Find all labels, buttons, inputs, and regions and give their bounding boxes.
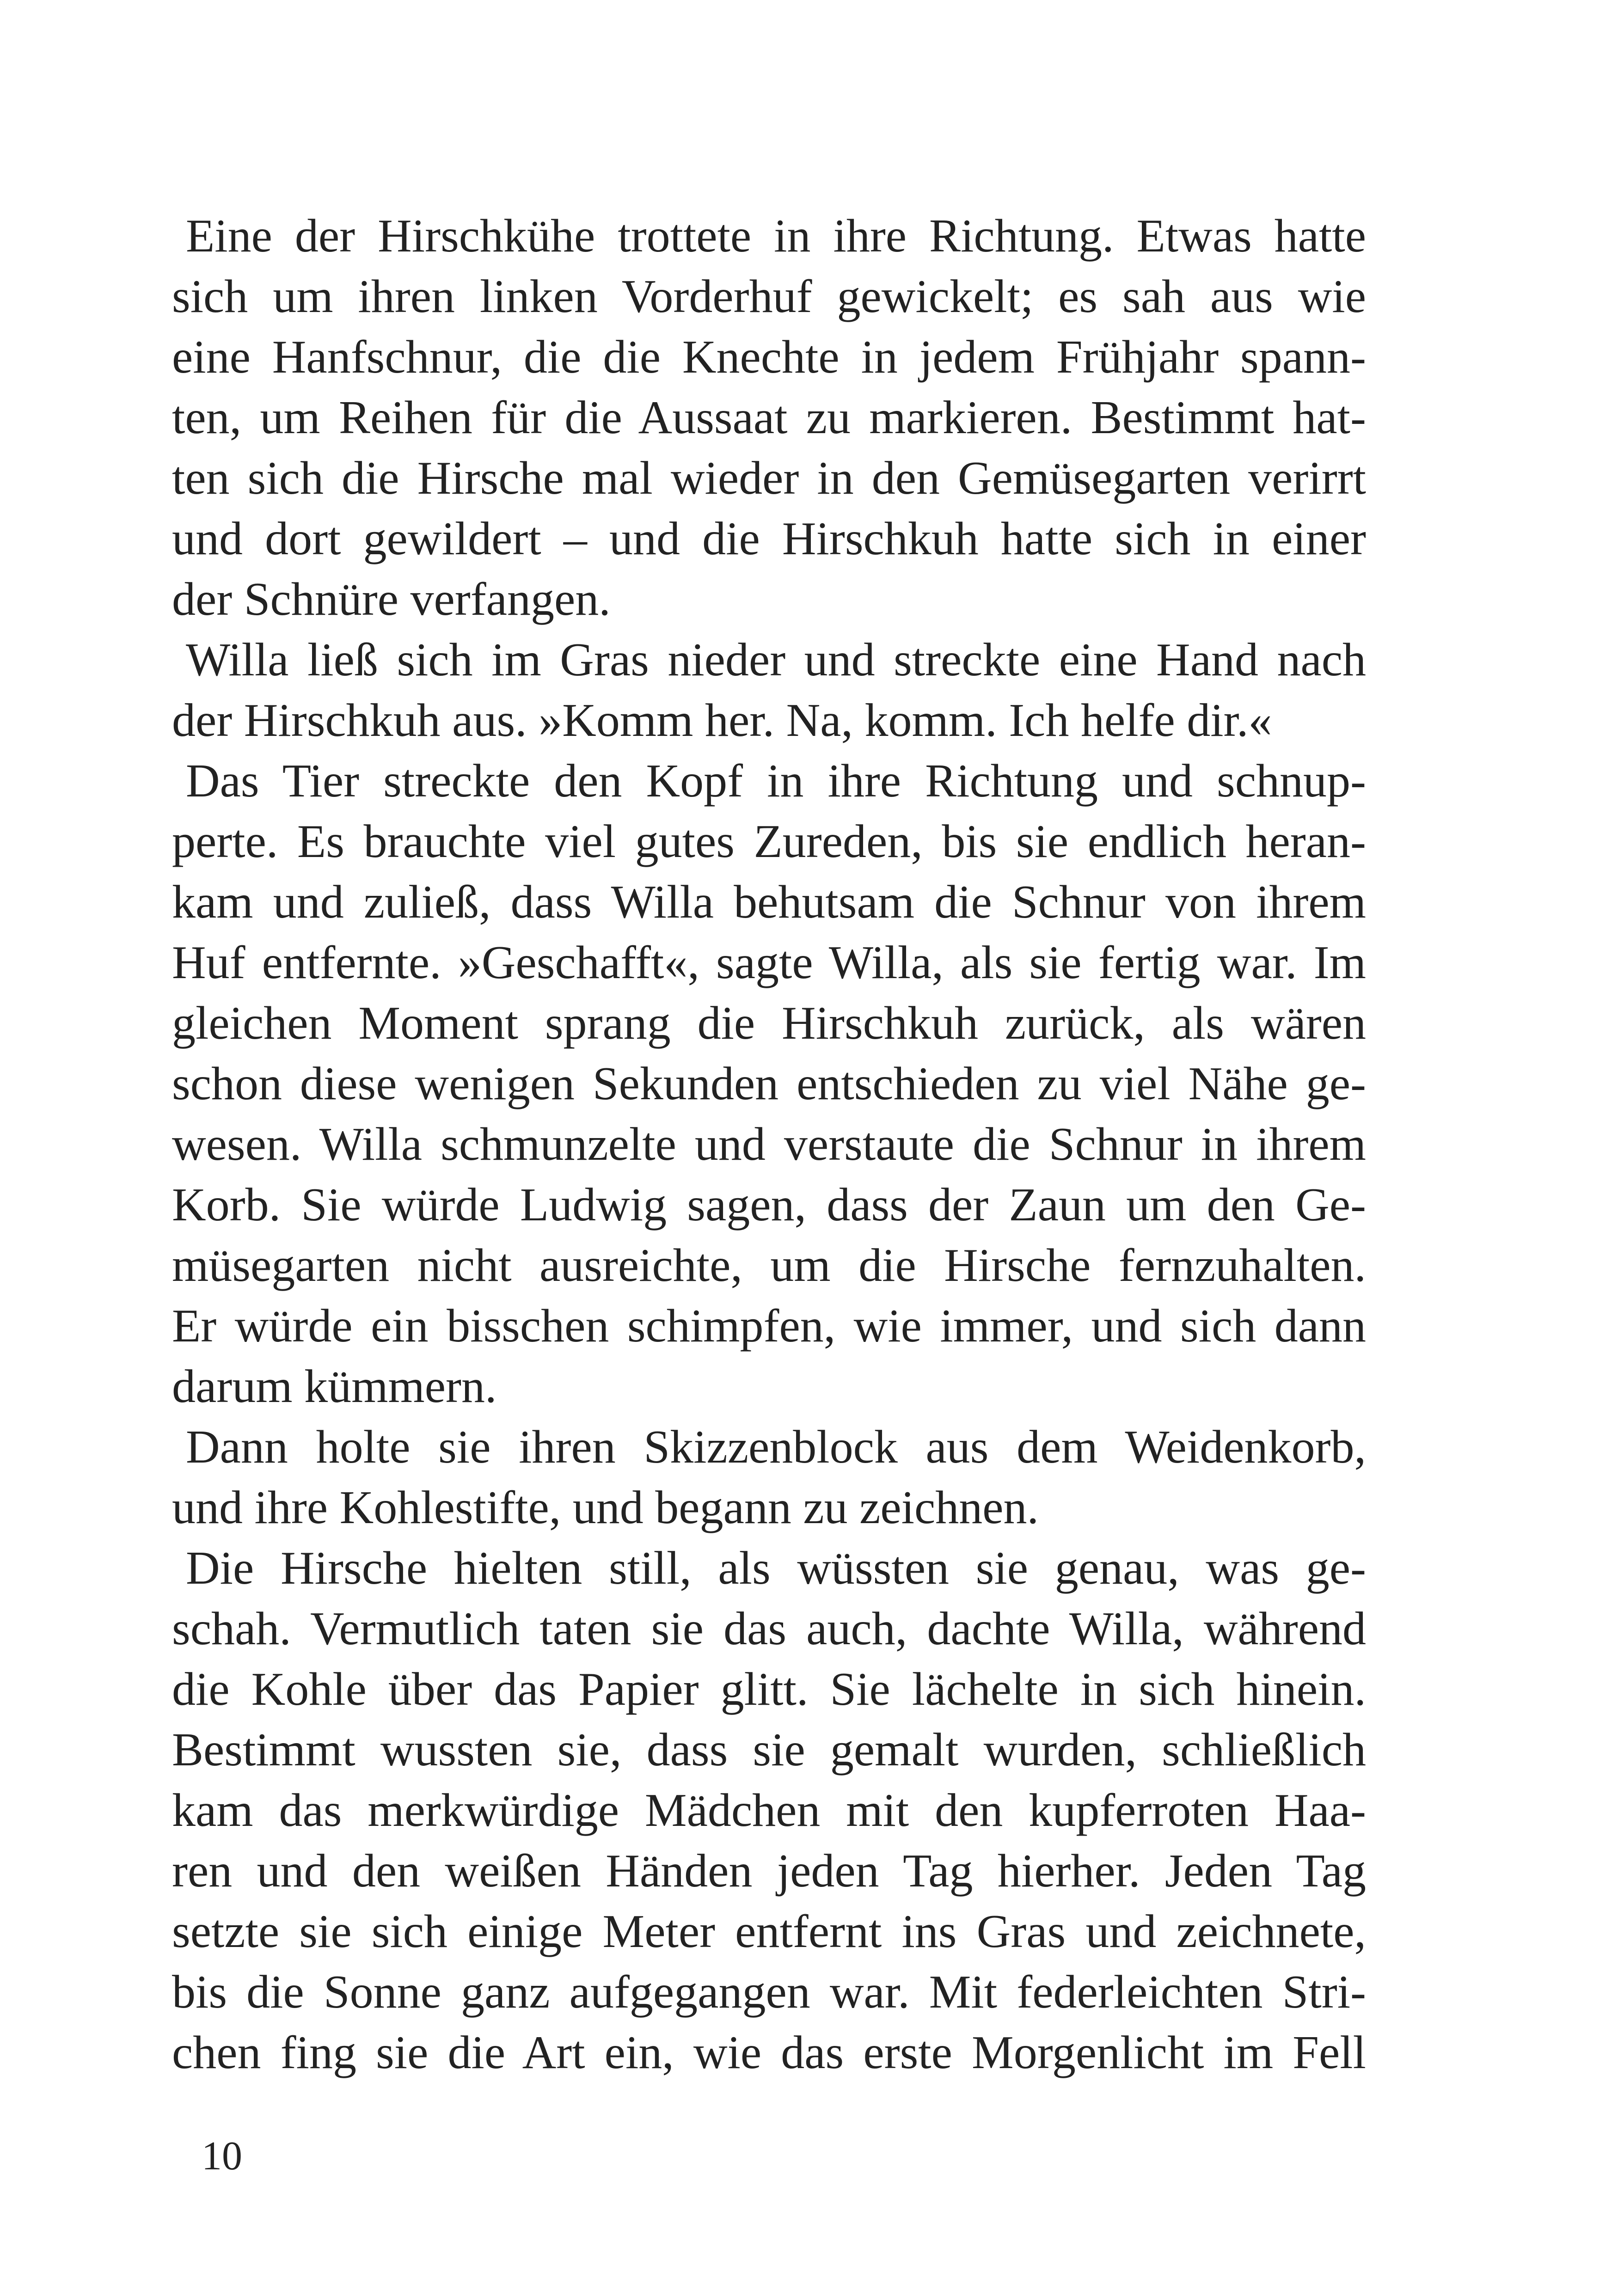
text-line: ten, um Reihen für die Aussaat zu markieren. Bestimmt hat-: [172, 392, 1366, 444]
text-line: eine Hanfschnur, die die Knechte in jedem Frühjahr spann-: [172, 331, 1366, 383]
text-line: Huf entfernte. »Geschafft«, sagte Willa, als sie fertig war. Im: [172, 937, 1366, 989]
text-line: müsegarten nicht ausreichte, um die Hirsche fernzuhalten.: [172, 1239, 1366, 1292]
text-line: Die Hirsche hielten still, als wüssten sie genau, was ge-: [186, 1542, 1366, 1594]
text-line: darum kümmern.: [172, 1360, 497, 1413]
page-number: 10: [202, 2134, 242, 2179]
text-line: ten sich die Hirsche mal wieder in den Gemüsegarten verirrt: [172, 452, 1366, 504]
text-line: und dort gewildert – und die Hirschkuh hatte sich in einer: [172, 513, 1366, 565]
text-line: setzte sie sich einige Meter entfernt ins Gras und zeichnete,: [172, 1905, 1366, 1958]
paragraph: [172, 751, 1366, 1417]
text-line: Er würde ein bisschen schimpfen, wie immer, und sich dann: [172, 1300, 1366, 1352]
text-line: ren und den weißen Händen jeden Tag hierher. Jeden Tag: [172, 1845, 1366, 1897]
text-line: schah. Vermutlich taten sie das auch, dachte Willa, während: [172, 1603, 1366, 1655]
text-line: Willa ließ sich im Gras nieder und streckte eine Hand nach: [186, 634, 1366, 686]
text-line: schon diese wenigen Sekunden entschieden zu viel Nähe ge-: [172, 1058, 1366, 1110]
text-line: Korb. Sie würde Ludwig sagen, dass der Zaun um den Ge-: [172, 1179, 1366, 1231]
paragraph: [172, 206, 1366, 630]
paragraph: [172, 1538, 1366, 2083]
text-line: der Hirschkuh aus. »Komm her. Na, komm. Ich helfe dir.«: [172, 694, 1272, 747]
paragraph: [172, 630, 1366, 751]
text-line: sich um ihren linken Vorderhuf gewickelt; es sah aus wie: [172, 270, 1366, 323]
text-line: Das Tier streckte den Kopf in ihre Richtung und schnup-: [186, 755, 1366, 807]
paragraph: [172, 1417, 1366, 1538]
text-line: Eine der Hirschkühe trottete in ihre Richtung. Etwas hatte: [186, 210, 1366, 262]
text-line: wesen. Willa schmunzelte und verstaute die Schnur in ihrem: [172, 1118, 1366, 1170]
text-line: perte. Es brauchte viel gutes Zureden, bis sie endlich heran-: [172, 815, 1366, 868]
text-line: der Schnüre verfangen.: [172, 573, 611, 625]
text-line: bis die Sonne ganz aufgegangen war. Mit federleichten Stri-: [172, 1966, 1366, 2018]
text-line: Dann holte sie ihren Skizzenblock aus dem Weidenkorb,: [186, 1421, 1366, 1473]
text-line: Bestimmt wussten sie, dass sie gemalt wurden, schließlich: [172, 1724, 1366, 1776]
text-line: gleichen Moment sprang die Hirschkuh zurück, als wären: [172, 997, 1366, 1049]
text-line: chen fing sie die Art ein, wie das erste Morgenlicht im Fell: [172, 2027, 1366, 2079]
text-line: kam und zuließ, dass Willa behutsam die Schnur von ihrem: [172, 876, 1366, 928]
body-text: [172, 206, 1366, 2083]
text-line: kam das merkwürdige Mädchen mit den kupferroten Haa-: [172, 1784, 1366, 1837]
text-line: und ihre Kohlestifte, und begann zu zeichnen.: [172, 1482, 1039, 1534]
text-line: die Kohle über das Papier glitt. Sie lächelte in sich hinein.: [172, 1663, 1366, 1715]
